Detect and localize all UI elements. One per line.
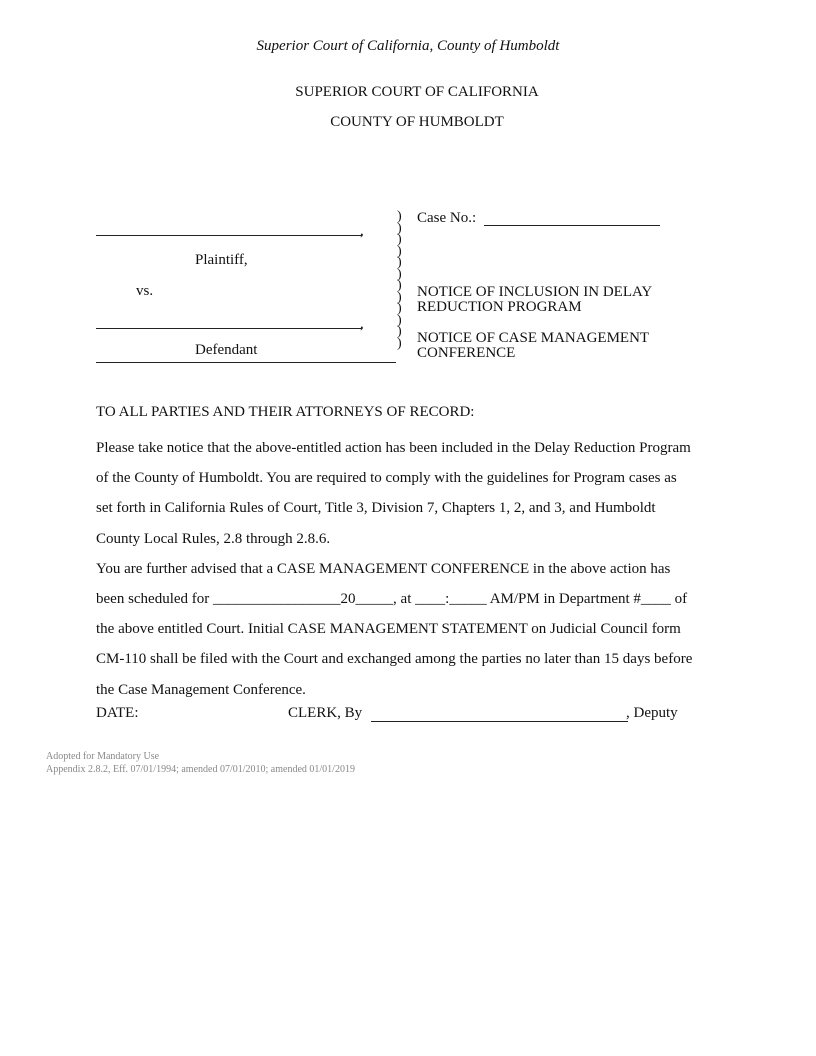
defendant-label: Defendant (195, 342, 258, 358)
court-name: SUPERIOR COURT OF CALIFORNIA (295, 84, 539, 100)
paragraph-delay-reduction (96, 433, 692, 705)
defendant-comma: , (360, 316, 364, 332)
p1-line1: Please take notice that the above-entitled action has been included in the Delay Reduction Program (96, 440, 691, 456)
clerk-signature-line[interactable] (371, 721, 628, 722)
case-number-label: Case No.: (417, 210, 477, 226)
notice-delay-reduction-title (417, 285, 652, 315)
plaintiff-comma: , (360, 223, 364, 239)
p2-line3: the above entitled Court. Initial CASE MANAGEMENT STATEMENT on Judicial Council form (96, 621, 681, 638)
vs-label: vs. (136, 283, 154, 299)
county-name: COUNTY OF HUMBOLDT (330, 114, 504, 130)
p2-line5: the Case Management Conference. (96, 681, 306, 698)
footer-adopted: Adopted for Mandatory Use (46, 751, 160, 762)
p1-line2: of the County of Humboldt. You are required to comply with the guidelines for Program cases as (96, 470, 677, 487)
notice-delay-line2: REDUCTION PROGRAM (417, 299, 582, 315)
deputy-label: , Deputy (626, 705, 678, 721)
date-label: DATE: (96, 705, 139, 721)
notice-delay-line1: NOTICE OF INCLUSION IN DELAY (417, 284, 653, 300)
p1-line3: set forth in California Rules of Court, Title 3, Division 7, Chapters 1, 2, and 3, and Humboldt (96, 500, 656, 517)
header-italic-title: Superior Court of California, County of Humboldt (256, 38, 560, 54)
footer-appendix: Appendix 2.8.2, Eff. 07/01/1994; amended 07/01/2010; amended 01/01/2019 (46, 764, 355, 775)
p2-line1: You are further advised that a CASE MANAGEMENT CONFERENCE in the above action has (96, 560, 671, 577)
defendant-name-line[interactable] (96, 328, 362, 329)
clerk-label: CLERK, By (288, 705, 363, 721)
caption-bottom-rule (96, 362, 396, 363)
plaintiff-label: Plaintiff, (195, 252, 248, 268)
notice-cm-line1: NOTICE OF CASE MANAGEMENT (417, 330, 650, 346)
salutation: TO ALL PARTIES AND THEIR ATTORNEYS OF RECORD: (96, 404, 475, 420)
notice-cm-line2: CONFERENCE (417, 345, 516, 361)
plaintiff-name-line[interactable] (96, 235, 362, 236)
case-number-line[interactable] (484, 225, 660, 226)
notice-case-management-title (417, 331, 649, 361)
caption-parens: ) ) ) ) ) ) ) ) ) ) ) ) (397, 209, 402, 351)
p2-line2: been scheduled for _________________20_____, at ____:_____ AM/PM in Department #____ of (96, 591, 688, 608)
p2-line4: CM-110 shall be filed with the Court and exchanged among the parties no later than 15 days before (96, 651, 693, 668)
p1-line4: County Local Rules, 2.8 through 2.8.6. (96, 530, 331, 547)
